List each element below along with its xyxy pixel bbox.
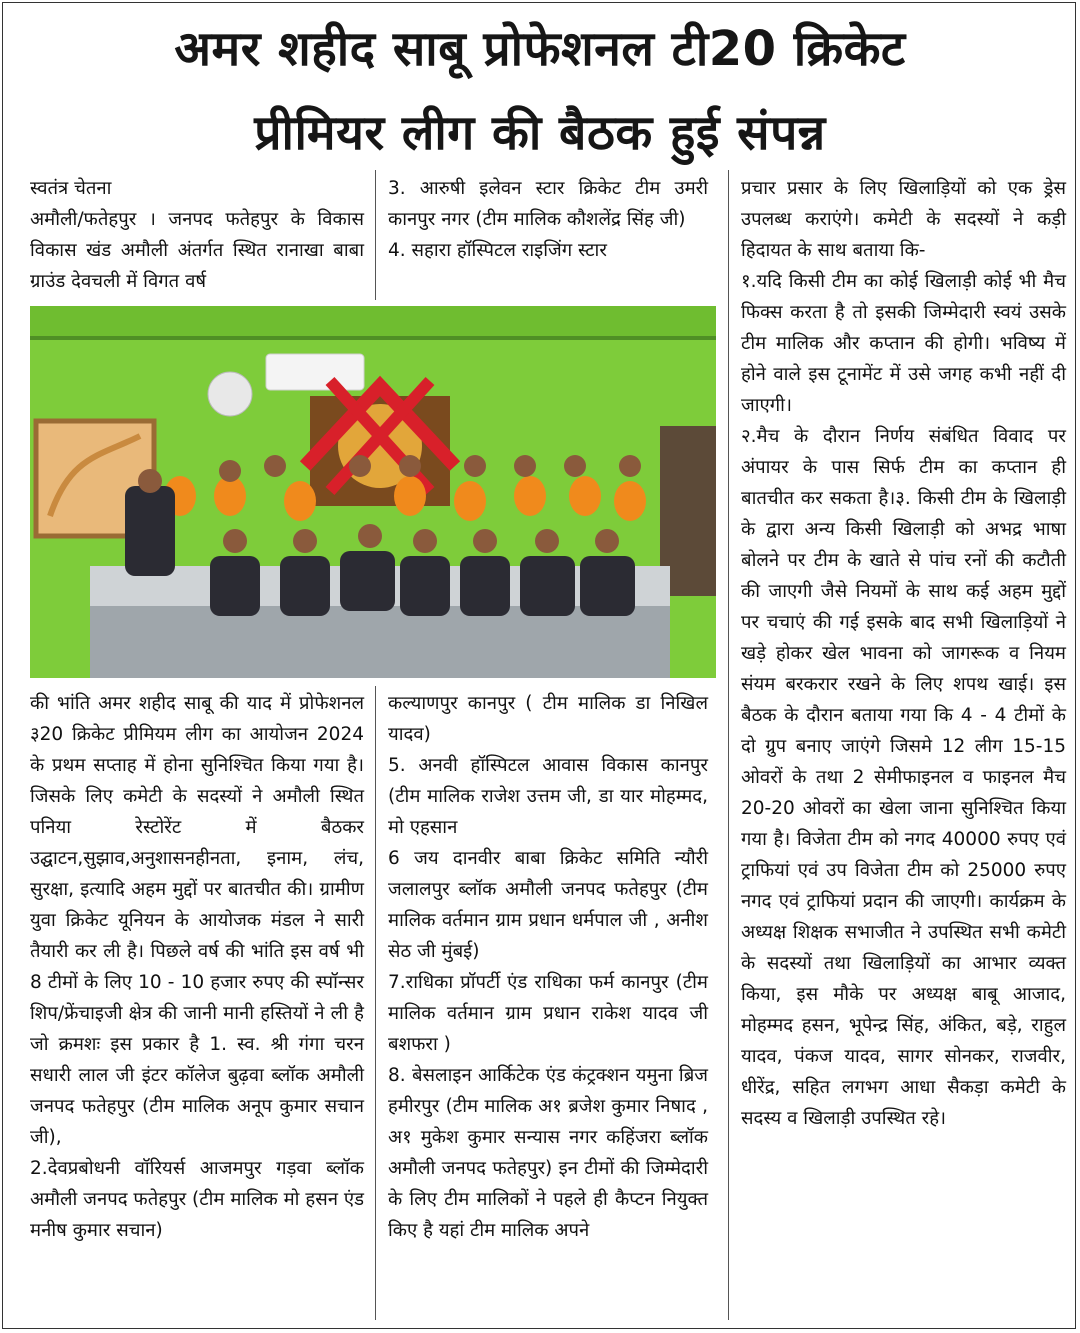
paragraph: प्रचार प्रसार के लिए खिलाड़ियों को एक ड्रेस उपलब्ध कराएंगे। कमेटी के सदस्यों ने कड़ी हिदायत के साथ बताया कि- bbox=[741, 178, 1066, 261]
paragraph: 2.देवप्रबोधनी वॉरियर्स आजमपुर गड़वा ब्लॉक अमौली जनपद फतेहपुर (टीम मालिक मो हसन एंड मनीष कुमार सचान) bbox=[30, 1158, 364, 1241]
news-photo bbox=[30, 306, 716, 678]
column-rule bbox=[375, 170, 376, 300]
paragraph: 7.राधिका प्रॉपर्टी एंड राधिका फर्म कानपुर (टीम मालिक वर्तमान ग्राम प्रधान राकेश यादव जी बशफरा ) bbox=[388, 972, 708, 1055]
paragraph: अमौली/फतेहपुर । जनपद फतेहपुर के विकास विकास खंड अमौली अंतर्गत स्थित रानाखा बाबा ग्राउंड देवचली में विगत वर्ष bbox=[30, 209, 364, 292]
paragraph: 3. आरुषी इलेवन स्टार क्रिकेट टीम उमरी कानपुर नगर (टीम मालिक कौशलेंद्र सिंह जी) bbox=[388, 178, 708, 230]
headline-line-2: प्रीमियर लीग की बैठक हुई संपन्न bbox=[254, 105, 826, 161]
paragraph: 6 जय दानवीर बाबा क्रिकेट समिति न्यौरी जलालपुर ब्लॉक अमौली जनपद फतेहपुर (टीम मालिक वर्तमान ग्राम प्रधान धर्मपाल जी , अनीश सेठ जी मुंबई) bbox=[388, 848, 708, 962]
paragraph: की भांति अमर शहीद साबू की याद में प्रोफेशनल ३20 क्रिकेट प्रीमियम लीग का आयोजन 2024 के प्रथम सप्ताह में होना सुनिश्चित किया गया है। जिसके लिए कमेटी के सदस्यों ने अमौली स्थित पनिया रेस्टोरेंट में बैठकर उद्घाटन,सुझाव,अनुशासनहीनता, इनाम, लंच, सुरक्षा, इत्यादि अहम मुद्दों पर बातचीत की। ग्रामीण युवा क्रिकेट यूनियन के आयोजक मंडल ने सारी तैयारी कर ली है। पिछले वर्ष की भांति इस वर्ष भी 8 टीमों के लिए 10 - 10 हजार रुपए की स्पॉन्सर शिप/फ्रेंचाइजी क्षेत्र की जानी मानी हस्तियों ने ली है जो क्रमशः इस प्रकार है 1. स्व. श्री गंगा चरन सधारी लाल जी इंटर कॉलेज बुढ़वा ब्लॉक अमौली जनपद फतेहपुर (टीम मालिक अनूप कुमार सचान जी), bbox=[30, 693, 364, 1148]
paragraph: कल्याणपुर कानपुर ( टीम मालिक डा निखिल यादव) bbox=[388, 693, 708, 745]
column-rule bbox=[728, 170, 729, 1320]
column-2-top bbox=[388, 173, 708, 266]
paragraph: 4. सहारा हॉस्पिटल राइजिंग स्टार bbox=[388, 240, 607, 261]
column-1-bottom bbox=[30, 688, 364, 1246]
column-1-top bbox=[30, 173, 364, 297]
headline-line-1: अमर शहीद साबू प्रोफेशनल टी20 क्रिकेट bbox=[174, 21, 906, 77]
column-3 bbox=[741, 173, 1066, 1134]
paragraph: 5. अनवी हॉस्पिटल आवास विकास कानपुर (टीम मालिक राजेश उत्तम जी, डा यार मोहम्मद, मो एहसान bbox=[388, 755, 708, 838]
group-photo-illustration bbox=[30, 306, 716, 678]
paragraph: २.मैच के दौरान निर्णय संबंधित विवाद पर अंपायर के पास सिर्फ टीम का कप्तान ही बातचीत कर सकता है।३. किसी टीम के खिलाड़ी के द्वारा अन्य किसी खिलाड़ी को अभद्र भाषा बोलने पर टीम के खाते से पांच रनों की कटौती की जाएगी जैसे नियमों के साथ कई अहम मुद्दों पर चचाएं की गई इसके बाद सभी खिलाड़ियों ने खड़े होकर खेल भावना को जागरूक व नियम संयम बरकरार रखने के लिए शपथ खाई। इस बैठक के दौरान बताया गया कि 4 - 4 टीमों के दो ग्रुप बनाए जाएंगे जिसमे 12 लीग 15-15 ओवरों के तथा 2 सेमीफाइनल व फाइनल मैच 20-20 ओवरों का खेला जाना सुनिश्चित किया गया है। विजेता टीम को नगद 40000 रुपए एवं ट्राफियां एवं उप विजेता टीम को 25000 रुपए नगद एवं ट्राफियां प्रदान की जाएगी। कार्यक्रम के अध्यक्ष शिक्षक सभाजीत ने उपस्थित सभी कमेटी के सदस्यों तथा खिलाड़ियों का आभार व्यक्त किया, इस मौके पर अध्यक्ष बाबू आजाद, मोहम्मद हसन, भूपेन्द्र सिंह, अंकित, बड़े, राहुल यादव, पंकज यादव, सागर सोनकर, राजवीर, धीरेंद्र, सहित लगभग आधा सैकड़ा कमेटी के सदस्य व खिलाड़ी उपस्थित रहे। bbox=[741, 426, 1066, 1129]
paragraph: १.यदि किसी टीम का कोई खिलाड़ी कोई भी मैच फिक्स करता है तो इसकी जिम्मेदारी स्वयं उसके टीम मालिक और कप्तान की होगी। भविष्य में होने वाले इस टूनामेंट में उसे जगह कभी नहीं दी जाएगी। bbox=[741, 271, 1066, 416]
column-rule bbox=[375, 686, 376, 1320]
dateline: स्वतंत्र चेतना bbox=[30, 178, 112, 199]
paragraph: 8. बेसलाइन आर्किटेक एंड कंट्रक्शन यमुना ब्रिज हमीरपुर (टीम मालिक अ१ ब्रजेश कुमार निषाद , अ१ मुकेश कुमार सन्यास नगर कहिंजरा ब्लॉक अमौली जनपद फतेहपुर) इन टीमों की जिम्मेदारी के लिए टीम मालिकों ने पहले ही कैप्टन नियुक्त किए है यहां टीम मालिक अपने bbox=[388, 1065, 708, 1241]
column-2-bottom bbox=[388, 688, 708, 1246]
